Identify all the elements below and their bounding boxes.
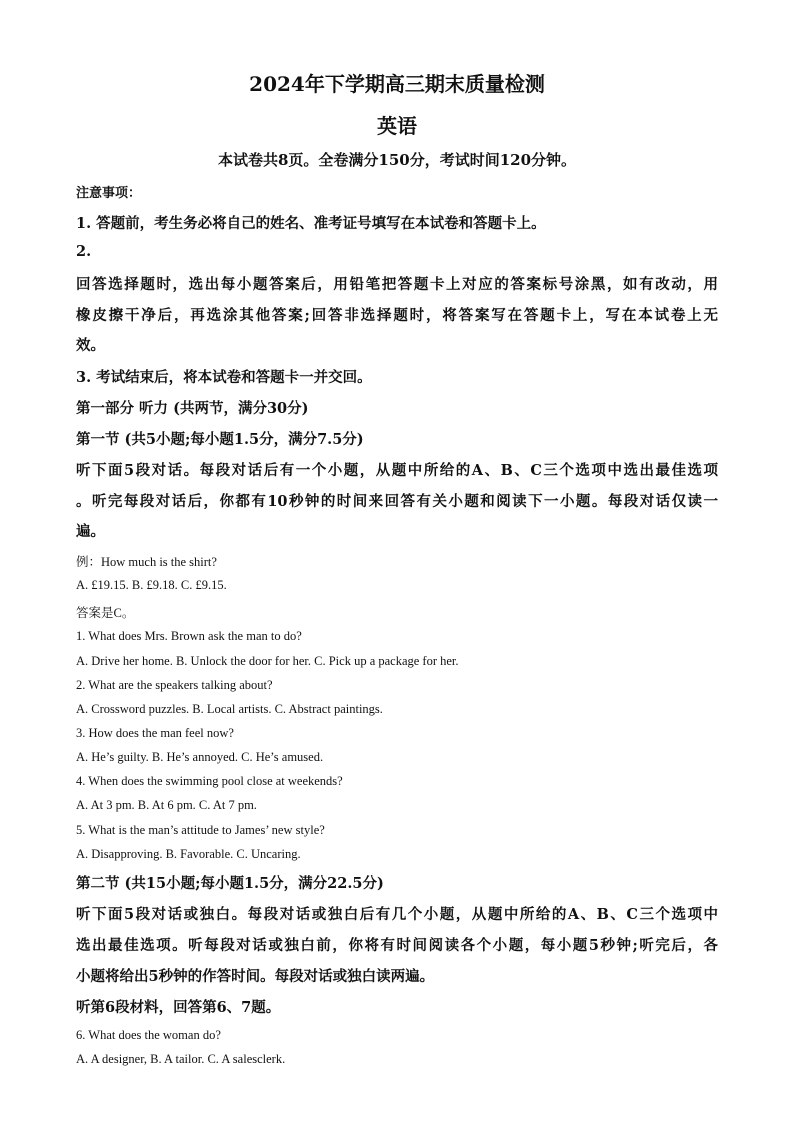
question-1-options: A. Drive her home. B. Unlock the door for her. C. Pick up a package for her.: [76, 654, 459, 668]
exam-info: 本试卷共8页。全卷满分150分，考试时间120分钟。: [217, 151, 577, 169]
question-3: 3. How does the man feel now?: [76, 726, 234, 740]
question-6: 6. What does the woman do?: [76, 1028, 221, 1042]
material-6-heading: 听第6段材料，回答第6、7题。: [76, 999, 281, 1016]
notice-item-3: 3. 考试结束后，将本试卷和答题卡一并交回。: [76, 369, 372, 386]
question-3-options: A. He’s guilty. B. He’s annoyed. C. He’s amused.: [76, 750, 324, 764]
question-2: 2. What are the speakers talking about?: [76, 678, 273, 692]
section1-heading: 第一节 (共5小题;每小题1.5分，满分7.5分): [76, 431, 364, 448]
notice-item-2-line-3: 效。: [76, 337, 105, 354]
section2-instructions-line-3: 小题将给出5秒钟的作答时间。每段对话或独白读两遍。: [76, 968, 435, 985]
notice-item-2-line-2: 橡皮擦干净后，再选涂其他答案;回答非选择题时，将答案写在答题卡上，写在本试卷上无: [76, 307, 718, 324]
section1-instructions-line-2: 。听完每段对话后，你都有10秒钟的时间来回答有关小题和阅读下一小题。每段对话仅读一: [76, 493, 718, 510]
question-1: 1. What does Mrs. Brown ask the man to do?: [76, 629, 302, 643]
part1-heading: 第一部分 听力 (共两节，满分30分): [76, 400, 309, 417]
question-6-options: A. A designer, B. A tailor. C. A salesclerk.: [76, 1052, 286, 1066]
example-answer: 答案是C。: [76, 606, 135, 620]
section2-instructions-line-2: 选出最佳选项。听每段对话或独白前，你将有时间阅读各个小题，每小题5秒钟;听完后，各: [76, 937, 718, 954]
notice-item-2-line-1: 回答选择题时，选出每小题答案后，用铅笔把答题卡上对应的答案标号涂黑，如有改动，用: [76, 276, 718, 293]
question-5: 5. What is the man’s attitude to James’ new style?: [76, 823, 325, 837]
question-2-options: A. Crossword puzzles. B. Local artists. C. Abstract paintings.: [76, 702, 383, 716]
question-4-options: A. At 3 pm. B. At 6 pm. C. At 7 pm.: [76, 798, 257, 812]
subject-title: 英语: [377, 114, 417, 138]
notice-item-1: 1. 答题前，考生务必将自己的姓名、准考证号填写在本试卷和答题卡上。: [76, 215, 546, 232]
example-question: 例：How much is the shirt?: [76, 555, 217, 569]
question-4: 4. When does the swimming pool close at weekends?: [76, 774, 343, 788]
exam-title: 2024年下学期高三期末质量检测: [249, 72, 545, 96]
section1-instructions-line-3: 遍。: [76, 523, 105, 540]
notice-item-2-number: 2.: [76, 243, 92, 260]
notice-heading: 注意事项：: [76, 186, 142, 201]
section2-heading: 第二节 (共15小题;每小题1.5分，满分22.5分): [76, 875, 384, 892]
question-5-options: A. Disapproving. B. Favorable. C. Uncaring.: [76, 847, 301, 861]
section2-instructions-line-1: 听下面5段对话或独白。每段对话或独白后有几个小题，从题中所给的A、B、C三个选项中: [76, 906, 718, 923]
section1-instructions-line-1: 听下面5段对话。每段对话后有一个小题，从题中所给的A、B、C三个选项中选出最佳选项: [76, 462, 718, 479]
example-options: A. £19.15. B. £9.18. C. £9.15.: [76, 578, 227, 592]
